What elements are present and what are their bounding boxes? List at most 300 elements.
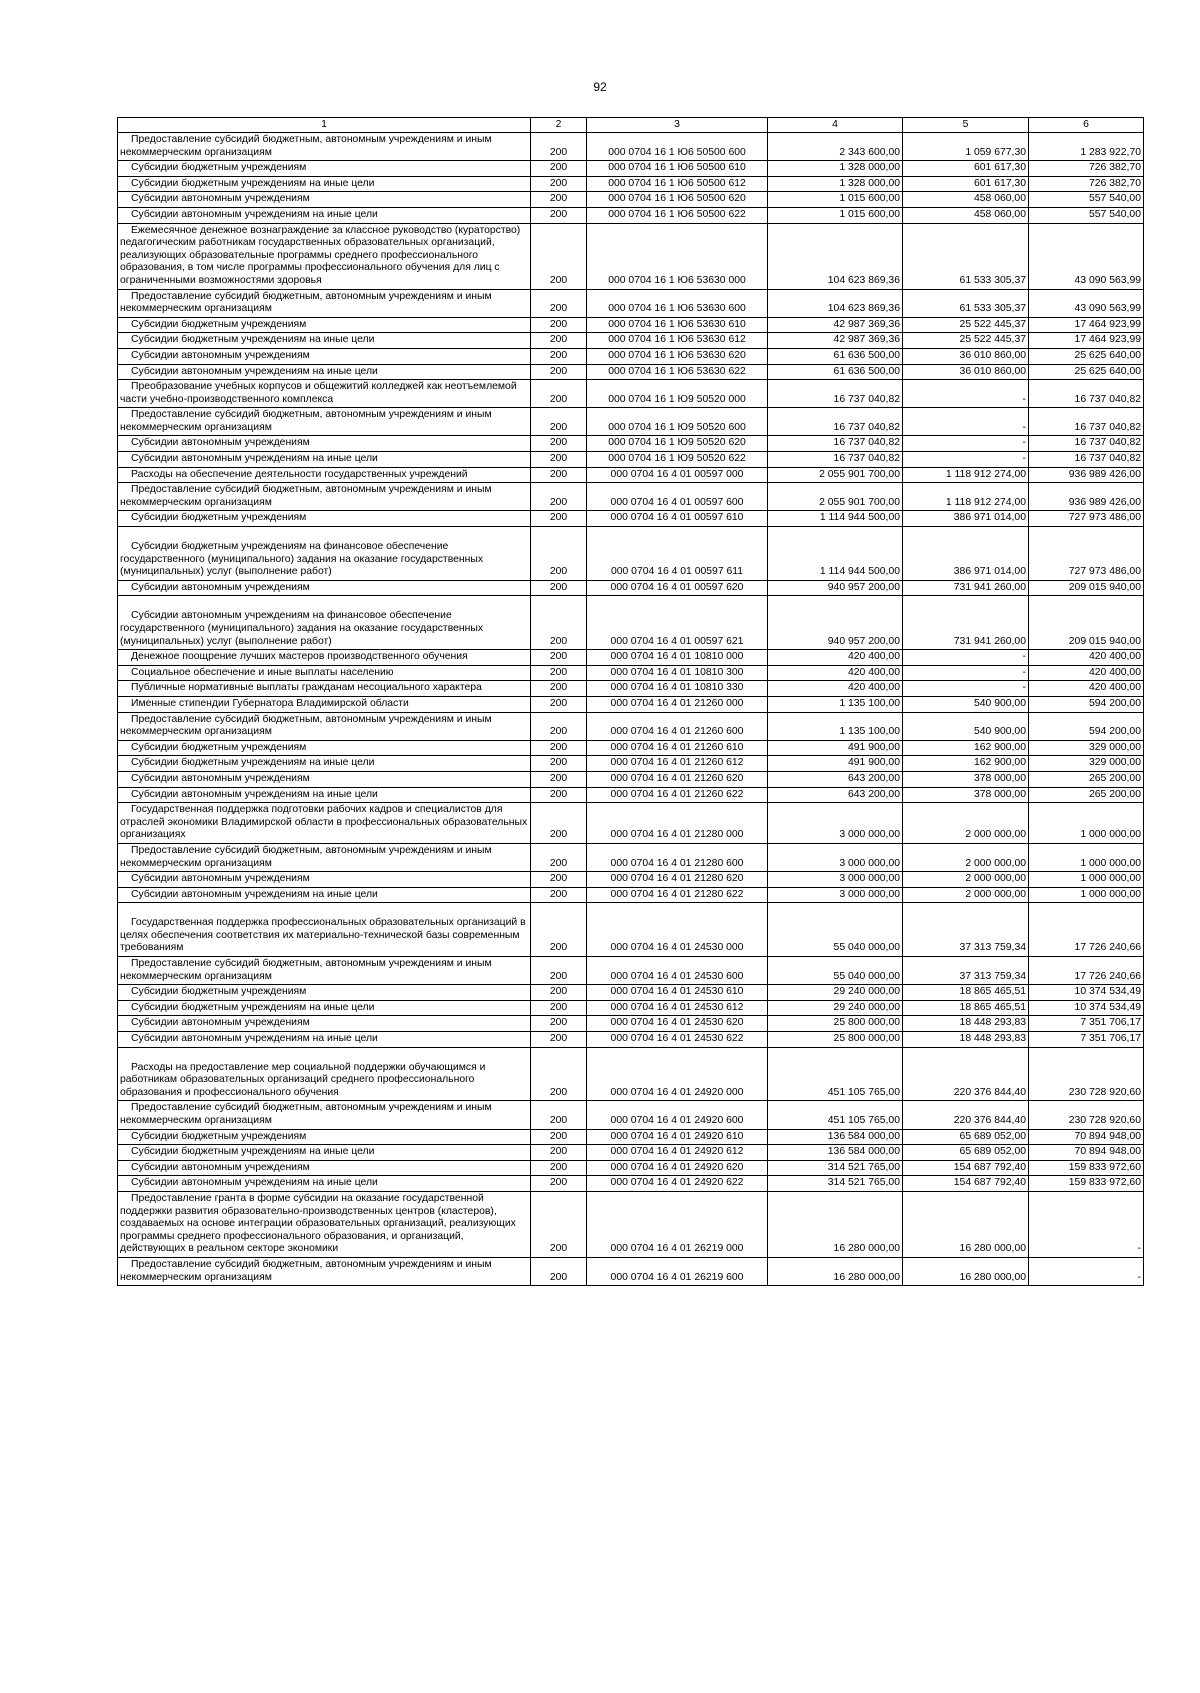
row-executed-cell: 154 687 792,40 — [903, 1176, 1029, 1192]
row-executed-cell: 154 687 792,40 — [903, 1160, 1029, 1176]
row-name-cell: Предоставление гранта в форме субсидии на оказание государственной поддержки развития образовательно-производственных центров (кластеров), создаваемых на основе интеграции образовательных организаций, реализующих программы среднего профессионального образования, и организаций, действующих в реальном секторе экономики — [118, 1191, 531, 1257]
row-name-cell: Субсидии автономным учреждениям на иные цели — [118, 1032, 531, 1048]
row-executed-cell: 2 000 000,00 — [903, 887, 1029, 903]
row-budget-code-cell: 000 0704 16 4 01 24530 600 — [587, 957, 768, 985]
row-admin-code-cell: 200 — [531, 712, 587, 740]
row-name-cell: Предоставление субсидий бюджетным, автономным учреждениям и иным некоммерческим организациям — [118, 408, 531, 436]
row-admin-code-cell: 200 — [531, 887, 587, 903]
row-name-cell: Субсидии автономным учреждениям на иные цели — [118, 364, 531, 380]
row-unexecuted-cell: 209 015 940,00 — [1029, 596, 1144, 650]
table-row — [118, 133, 1144, 161]
row-budget-code-cell: 000 0704 16 1 Ю6 50500 610 — [587, 161, 768, 177]
row-name-cell: Субсидии бюджетным учреждениям на иные цели — [118, 1000, 531, 1016]
row-budget-code-cell: 000 0704 16 4 01 26219 000 — [587, 1191, 768, 1257]
row-unexecuted-cell: 594 200,00 — [1029, 712, 1144, 740]
table-row — [118, 348, 1144, 364]
row-unexecuted-cell: 1 000 000,00 — [1029, 843, 1144, 871]
row-approved-cell: 1 015 600,00 — [768, 192, 903, 208]
row-admin-code-cell: 200 — [531, 903, 587, 957]
row-admin-code-cell: 200 — [531, 1257, 587, 1285]
row-unexecuted-cell: 17 726 240,66 — [1029, 957, 1144, 985]
row-budget-code-cell: 000 0704 16 1 Ю9 50520 620 — [587, 436, 768, 452]
row-approved-cell: 940 957 200,00 — [768, 580, 903, 596]
row-approved-cell: 136 584 000,00 — [768, 1145, 903, 1161]
row-unexecuted-cell: 726 382,70 — [1029, 176, 1144, 192]
row-approved-cell: 1 328 000,00 — [768, 161, 903, 177]
row-budget-code-cell: 000 0704 16 4 01 24920 612 — [587, 1145, 768, 1161]
row-admin-code-cell: 200 — [531, 348, 587, 364]
row-approved-cell: 16 737 040,82 — [768, 408, 903, 436]
row-approved-cell: 25 800 000,00 — [768, 1016, 903, 1032]
row-budget-code-cell: 000 0704 16 4 01 24920 620 — [587, 1160, 768, 1176]
row-admin-code-cell: 200 — [531, 223, 587, 289]
row-executed-cell: 540 900,00 — [903, 696, 1029, 712]
row-name-cell: Социальное обеспечение и иные выплаты населению — [118, 665, 531, 681]
row-unexecuted-cell: 17 464 923,99 — [1029, 333, 1144, 349]
row-executed-cell: 1 059 677,30 — [903, 133, 1029, 161]
table-row — [118, 1032, 1144, 1048]
row-unexecuted-cell: 43 090 563,99 — [1029, 223, 1144, 289]
row-name-cell: Субсидии автономным учреждениям — [118, 872, 531, 888]
row-unexecuted-cell: 1 000 000,00 — [1029, 872, 1144, 888]
table-row — [118, 1129, 1144, 1145]
row-admin-code-cell: 200 — [531, 771, 587, 787]
table-row — [118, 1016, 1144, 1032]
row-budget-code-cell: 000 0704 16 1 Ю6 53630 000 — [587, 223, 768, 289]
row-name-cell: Государственная поддержка подготовки рабочих кадров и специалистов для отраслей экономики Владимирской области в профессиональных образовательных организациях — [118, 803, 531, 844]
row-name-cell: Денежное поощрение лучших мастеров производственного обучения — [118, 650, 531, 666]
row-approved-cell: 29 240 000,00 — [768, 1000, 903, 1016]
table-row — [118, 223, 1144, 289]
row-name-cell: Предоставление субсидий бюджетным, автономным учреждениям и иным некоммерческим организациям — [118, 712, 531, 740]
row-name-cell: Субсидии бюджетным учреждениям на иные цели — [118, 333, 531, 349]
row-name-cell: Расходы на предоставление мер социальной поддержки обучающимся и работникам образовательных организаций среднего профессионального образования и профессионального обучения — [118, 1047, 531, 1101]
row-admin-code-cell: 200 — [531, 380, 587, 408]
row-unexecuted-cell: 16 737 040,82 — [1029, 452, 1144, 468]
row-executed-cell: - — [903, 681, 1029, 697]
row-unexecuted-cell: 936 989 426,00 — [1029, 483, 1144, 511]
row-executed-cell: - — [903, 452, 1029, 468]
column-header: 2 — [531, 118, 587, 133]
row-approved-cell: 1 135 100,00 — [768, 712, 903, 740]
table-row — [118, 436, 1144, 452]
table-row — [118, 1000, 1144, 1016]
row-approved-cell: 42 987 369,36 — [768, 333, 903, 349]
row-admin-code-cell: 200 — [531, 1000, 587, 1016]
row-admin-code-cell: 200 — [531, 696, 587, 712]
row-budget-code-cell: 000 0704 16 4 01 24530 620 — [587, 1016, 768, 1032]
row-admin-code-cell: 200 — [531, 289, 587, 317]
row-name-cell: Субсидии бюджетным учреждениям на иные цели — [118, 756, 531, 772]
row-name-cell: Субсидии бюджетным учреждениям — [118, 1129, 531, 1145]
row-unexecuted-cell: 329 000,00 — [1029, 756, 1144, 772]
row-name-cell: Именные стипендии Губернатора Владимирской области — [118, 696, 531, 712]
table-row — [118, 740, 1144, 756]
row-unexecuted-cell: 10 374 534,49 — [1029, 985, 1144, 1001]
row-unexecuted-cell: 230 728 920,60 — [1029, 1101, 1144, 1129]
row-unexecuted-cell: 936 989 426,00 — [1029, 467, 1144, 483]
row-admin-code-cell: 200 — [531, 665, 587, 681]
table-row — [118, 650, 1144, 666]
row-admin-code-cell: 200 — [531, 364, 587, 380]
row-unexecuted-cell: 70 894 948,00 — [1029, 1145, 1144, 1161]
row-name-cell: Субсидии бюджетным учреждениям — [118, 985, 531, 1001]
row-unexecuted-cell: 16 737 040,82 — [1029, 408, 1144, 436]
row-name-cell: Предоставление субсидий бюджетным, автономным учреждениям и иным некоммерческим организациям — [118, 483, 531, 511]
row-admin-code-cell: 200 — [531, 1129, 587, 1145]
table-row — [118, 380, 1144, 408]
row-budget-code-cell: 000 0704 16 4 01 00597 000 — [587, 467, 768, 483]
row-name-cell: Субсидии бюджетным учреждениям на иные цели — [118, 176, 531, 192]
column-header: 1 — [118, 118, 531, 133]
row-budget-code-cell: 000 0704 16 4 01 21280 600 — [587, 843, 768, 871]
row-approved-cell: 1 328 000,00 — [768, 176, 903, 192]
row-executed-cell: 36 010 860,00 — [903, 364, 1029, 380]
row-admin-code-cell: 200 — [531, 176, 587, 192]
table-row — [118, 712, 1144, 740]
table-row — [118, 843, 1144, 871]
row-name-cell: Предоставление субсидий бюджетным, автономным учреждениям и иным некоммерческим организациям — [118, 1101, 531, 1129]
row-admin-code-cell: 200 — [531, 740, 587, 756]
row-budget-code-cell: 000 0704 16 1 Ю9 50520 600 — [587, 408, 768, 436]
row-unexecuted-cell: 230 728 920,60 — [1029, 1047, 1144, 1101]
row-admin-code-cell: 200 — [531, 1032, 587, 1048]
row-budget-code-cell: 000 0704 16 4 01 26219 600 — [587, 1257, 768, 1285]
row-approved-cell: 1 015 600,00 — [768, 207, 903, 223]
row-name-cell: Субсидии автономным учреждениям — [118, 580, 531, 596]
row-executed-cell: 25 522 445,37 — [903, 317, 1029, 333]
row-executed-cell: 61 533 305,37 — [903, 223, 1029, 289]
table-row — [118, 408, 1144, 436]
row-executed-cell: 731 941 260,00 — [903, 596, 1029, 650]
row-admin-code-cell: 200 — [531, 580, 587, 596]
row-approved-cell: 136 584 000,00 — [768, 1129, 903, 1145]
row-unexecuted-cell: - — [1029, 1257, 1144, 1285]
row-approved-cell: 314 521 765,00 — [768, 1160, 903, 1176]
row-name-cell: Субсидии автономным учреждениям — [118, 348, 531, 364]
row-unexecuted-cell: 557 540,00 — [1029, 192, 1144, 208]
row-admin-code-cell: 200 — [531, 1176, 587, 1192]
row-approved-cell: 420 400,00 — [768, 665, 903, 681]
row-unexecuted-cell: 1 283 922,70 — [1029, 133, 1144, 161]
row-unexecuted-cell: 25 625 640,00 — [1029, 364, 1144, 380]
row-budget-code-cell: 000 0704 16 4 01 10810 330 — [587, 681, 768, 697]
row-budget-code-cell: 000 0704 16 4 01 24530 622 — [587, 1032, 768, 1048]
row-admin-code-cell: 200 — [531, 985, 587, 1001]
table-row — [118, 756, 1144, 772]
row-unexecuted-cell: 25 625 640,00 — [1029, 348, 1144, 364]
row-admin-code-cell: 200 — [531, 1145, 587, 1161]
row-budget-code-cell: 000 0704 16 4 01 21260 600 — [587, 712, 768, 740]
row-approved-cell: 25 800 000,00 — [768, 1032, 903, 1048]
table-row — [118, 1145, 1144, 1161]
row-unexecuted-cell: 209 015 940,00 — [1029, 580, 1144, 596]
row-executed-cell: 16 280 000,00 — [903, 1257, 1029, 1285]
table-header-row — [118, 118, 1144, 133]
row-executed-cell: 731 941 260,00 — [903, 580, 1029, 596]
table-row — [118, 787, 1144, 803]
row-approved-cell: 491 900,00 — [768, 740, 903, 756]
row-budget-code-cell: 000 0704 16 4 01 21280 620 — [587, 872, 768, 888]
row-approved-cell: 42 987 369,36 — [768, 317, 903, 333]
row-name-cell: Предоставление субсидий бюджетным, автономным учреждениям и иным некоммерческим организациям — [118, 133, 531, 161]
row-executed-cell: - — [903, 408, 1029, 436]
row-name-cell: Ежемесячное денежное вознаграждение за классное руководство (кураторство) педагогическим работникам государственных образовательных организаций, реализующих образовательные программы среднего профессионального образования, в том числе программы профессионального обучения для лиц с ограниченными возможностями здоровья — [118, 223, 531, 289]
row-admin-code-cell: 200 — [531, 317, 587, 333]
row-unexecuted-cell: 1 000 000,00 — [1029, 887, 1144, 903]
row-approved-cell: 2 343 600,00 — [768, 133, 903, 161]
row-admin-code-cell: 200 — [531, 803, 587, 844]
row-name-cell: Субсидии автономным учреждениям — [118, 192, 531, 208]
row-executed-cell: 2 000 000,00 — [903, 872, 1029, 888]
row-budget-code-cell: 000 0704 16 4 01 10810 300 — [587, 665, 768, 681]
row-executed-cell: - — [903, 436, 1029, 452]
row-admin-code-cell: 200 — [531, 161, 587, 177]
row-budget-code-cell: 000 0704 16 1 Ю6 53630 620 — [587, 348, 768, 364]
table-row — [118, 696, 1144, 712]
row-unexecuted-cell: 557 540,00 — [1029, 207, 1144, 223]
row-approved-cell: 3 000 000,00 — [768, 872, 903, 888]
row-name-cell: Субсидии бюджетным учреждениям на финансовое обеспечение государственного (муниципального) задания на оказание государственных (муниципальных) услуг (выполнение работ) — [118, 527, 531, 581]
row-name-cell: Субсидии автономным учреждениям — [118, 1160, 531, 1176]
column-header: 5 — [903, 118, 1029, 133]
row-admin-code-cell: 200 — [531, 1160, 587, 1176]
table-row — [118, 1047, 1144, 1101]
row-executed-cell: 458 060,00 — [903, 207, 1029, 223]
row-unexecuted-cell: 16 737 040,82 — [1029, 380, 1144, 408]
row-approved-cell: 3 000 000,00 — [768, 887, 903, 903]
row-budget-code-cell: 000 0704 16 1 Ю6 53630 610 — [587, 317, 768, 333]
row-name-cell: Субсидии автономным учреждениям на иные цели — [118, 207, 531, 223]
table-row — [118, 985, 1144, 1001]
row-executed-cell: 36 010 860,00 — [903, 348, 1029, 364]
table-row — [118, 957, 1144, 985]
row-admin-code-cell: 200 — [531, 596, 587, 650]
row-approved-cell: 55 040 000,00 — [768, 903, 903, 957]
row-admin-code-cell: 200 — [531, 1101, 587, 1129]
row-unexecuted-cell: 726 382,70 — [1029, 161, 1144, 177]
row-name-cell: Публичные нормативные выплаты гражданам несоциального характера — [118, 681, 531, 697]
row-executed-cell: 1 118 912 274,00 — [903, 483, 1029, 511]
table-row — [118, 803, 1144, 844]
row-budget-code-cell: 000 0704 16 4 01 24920 600 — [587, 1101, 768, 1129]
row-executed-cell: 162 900,00 — [903, 756, 1029, 772]
row-name-cell: Субсидии автономным учреждениям на иные цели — [118, 1176, 531, 1192]
row-approved-cell: 16 280 000,00 — [768, 1257, 903, 1285]
row-admin-code-cell: 200 — [531, 650, 587, 666]
row-executed-cell: 386 971 014,00 — [903, 527, 1029, 581]
row-approved-cell: 3 000 000,00 — [768, 843, 903, 871]
row-executed-cell: 37 313 759,34 — [903, 957, 1029, 985]
table-row — [118, 527, 1144, 581]
row-approved-cell: 314 521 765,00 — [768, 1176, 903, 1192]
table-row — [118, 1257, 1144, 1285]
row-approved-cell: 643 200,00 — [768, 787, 903, 803]
table-row — [118, 872, 1144, 888]
row-unexecuted-cell: 420 400,00 — [1029, 681, 1144, 697]
table-row — [118, 1191, 1144, 1257]
row-name-cell: Государственная поддержка профессиональных образовательных организаций в целях обеспечения соответствия их материально-технической базы современным требованиям — [118, 903, 531, 957]
row-name-cell: Субсидии бюджетным учреждениям — [118, 511, 531, 527]
row-admin-code-cell: 200 — [531, 133, 587, 161]
row-admin-code-cell: 200 — [531, 1191, 587, 1257]
row-admin-code-cell: 200 — [531, 843, 587, 871]
row-name-cell: Субсидии бюджетным учреждениям на иные цели — [118, 1145, 531, 1161]
table-row — [118, 903, 1144, 957]
row-budget-code-cell: 000 0704 16 1 Ю6 50500 600 — [587, 133, 768, 161]
table-row — [118, 483, 1144, 511]
row-budget-code-cell: 000 0704 16 4 01 21260 610 — [587, 740, 768, 756]
row-name-cell: Субсидии автономным учреждениям на иные цели — [118, 787, 531, 803]
row-unexecuted-cell: 594 200,00 — [1029, 696, 1144, 712]
row-name-cell: Субсидии бюджетным учреждениям — [118, 740, 531, 756]
row-executed-cell: 162 900,00 — [903, 740, 1029, 756]
row-budget-code-cell: 000 0704 16 4 01 24530 000 — [587, 903, 768, 957]
row-name-cell: Субсидии автономным учреждениям — [118, 771, 531, 787]
row-unexecuted-cell: 7 351 706,17 — [1029, 1032, 1144, 1048]
row-budget-code-cell: 000 0704 16 4 01 00597 620 — [587, 580, 768, 596]
row-budget-code-cell: 000 0704 16 4 01 24920 622 — [587, 1176, 768, 1192]
table-row — [118, 317, 1144, 333]
column-header: 4 — [768, 118, 903, 133]
table-row — [118, 176, 1144, 192]
table-row — [118, 1160, 1144, 1176]
row-executed-cell: 25 522 445,37 — [903, 333, 1029, 349]
row-name-cell: Субсидии автономным учреждениям на иные цели — [118, 452, 531, 468]
row-executed-cell: 458 060,00 — [903, 192, 1029, 208]
row-approved-cell: 1 114 944 500,00 — [768, 511, 903, 527]
row-approved-cell: 16 737 040,82 — [768, 436, 903, 452]
table-row — [118, 1101, 1144, 1129]
row-executed-cell: 2 000 000,00 — [903, 803, 1029, 844]
row-admin-code-cell: 200 — [531, 436, 587, 452]
row-budget-code-cell: 000 0704 16 4 01 21260 622 — [587, 787, 768, 803]
row-unexecuted-cell: 17 464 923,99 — [1029, 317, 1144, 333]
row-name-cell: Предоставление субсидий бюджетным, автономным учреждениям и иным некоммерческим организациям — [118, 289, 531, 317]
row-budget-code-cell: 000 0704 16 1 Ю6 50500 622 — [587, 207, 768, 223]
row-admin-code-cell: 200 — [531, 467, 587, 483]
row-executed-cell: 16 280 000,00 — [903, 1191, 1029, 1257]
row-executed-cell: 37 313 759,34 — [903, 903, 1029, 957]
table-row — [118, 681, 1144, 697]
row-admin-code-cell: 200 — [531, 408, 587, 436]
row-approved-cell: 61 636 500,00 — [768, 364, 903, 380]
row-approved-cell: 2 055 901 700,00 — [768, 467, 903, 483]
row-approved-cell: 16 737 040,82 — [768, 380, 903, 408]
row-approved-cell: 491 900,00 — [768, 756, 903, 772]
row-admin-code-cell: 200 — [531, 957, 587, 985]
row-name-cell: Предоставление субсидий бюджетным, автономным учреждениям и иным некоммерческим организациям — [118, 957, 531, 985]
row-name-cell: Предоставление субсидий бюджетным, автономным учреждениям и иным некоммерческим организациям — [118, 1257, 531, 1285]
row-executed-cell: 601 617,30 — [903, 176, 1029, 192]
row-unexecuted-cell: 265 200,00 — [1029, 787, 1144, 803]
row-budget-code-cell: 000 0704 16 4 01 21280 622 — [587, 887, 768, 903]
row-approved-cell: 16 280 000,00 — [768, 1191, 903, 1257]
row-executed-cell: 1 118 912 274,00 — [903, 467, 1029, 483]
row-approved-cell: 451 105 765,00 — [768, 1047, 903, 1101]
row-budget-code-cell: 000 0704 16 1 Ю6 53630 612 — [587, 333, 768, 349]
row-executed-cell: 378 000,00 — [903, 771, 1029, 787]
row-approved-cell: 2 055 901 700,00 — [768, 483, 903, 511]
row-budget-code-cell: 000 0704 16 1 Ю6 53630 600 — [587, 289, 768, 317]
row-approved-cell: 29 240 000,00 — [768, 985, 903, 1001]
row-budget-code-cell: 000 0704 16 4 01 21260 000 — [587, 696, 768, 712]
row-budget-code-cell: 000 0704 16 4 01 24920 610 — [587, 1129, 768, 1145]
row-executed-cell: 61 533 305,37 — [903, 289, 1029, 317]
row-approved-cell: 451 105 765,00 — [768, 1101, 903, 1129]
row-admin-code-cell: 200 — [531, 872, 587, 888]
row-name-cell: Предоставление субсидий бюджетным, автономным учреждениям и иным некоммерческим организациям — [118, 843, 531, 871]
row-executed-cell: 65 689 052,00 — [903, 1129, 1029, 1145]
row-executed-cell: 18 448 293,83 — [903, 1016, 1029, 1032]
row-unexecuted-cell: 17 726 240,66 — [1029, 903, 1144, 957]
row-budget-code-cell: 000 0704 16 4 01 21260 612 — [587, 756, 768, 772]
row-unexecuted-cell: 16 737 040,82 — [1029, 436, 1144, 452]
row-name-cell: Субсидии автономным учреждениям на иные цели — [118, 887, 531, 903]
table-row — [118, 364, 1144, 380]
row-budget-code-cell: 000 0704 16 4 01 00597 621 — [587, 596, 768, 650]
table-row — [118, 452, 1144, 468]
row-budget-code-cell: 000 0704 16 4 01 24530 610 — [587, 985, 768, 1001]
row-approved-cell: 61 636 500,00 — [768, 348, 903, 364]
table-row — [118, 1176, 1144, 1192]
table-row — [118, 887, 1144, 903]
table-row — [118, 333, 1144, 349]
row-admin-code-cell: 200 — [531, 527, 587, 581]
row-admin-code-cell: 200 — [531, 756, 587, 772]
row-budget-code-cell: 000 0704 16 4 01 21280 000 — [587, 803, 768, 844]
row-executed-cell: 18 865 465,51 — [903, 985, 1029, 1001]
row-budget-code-cell: 000 0704 16 4 01 24530 612 — [587, 1000, 768, 1016]
row-budget-code-cell: 000 0704 16 4 01 00597 610 — [587, 511, 768, 527]
table-row — [118, 596, 1144, 650]
row-admin-code-cell: 200 — [531, 511, 587, 527]
table-row — [118, 207, 1144, 223]
budget-table — [117, 117, 1144, 1286]
table-row — [118, 580, 1144, 596]
table-row — [118, 161, 1144, 177]
row-admin-code-cell: 200 — [531, 452, 587, 468]
row-executed-cell: 601 617,30 — [903, 161, 1029, 177]
row-admin-code-cell: 200 — [531, 787, 587, 803]
row-budget-code-cell: 000 0704 16 1 Ю9 50520 000 — [587, 380, 768, 408]
row-unexecuted-cell: 420 400,00 — [1029, 650, 1144, 666]
row-executed-cell: 378 000,00 — [903, 787, 1029, 803]
row-unexecuted-cell: 727 973 486,00 — [1029, 511, 1144, 527]
row-budget-code-cell: 000 0704 16 1 Ю9 50520 622 — [587, 452, 768, 468]
row-approved-cell: 104 623 869,36 — [768, 289, 903, 317]
row-name-cell: Субсидии автономным учреждениям на финансовое обеспечение государственного (муниципального) задания на оказание государственных (муниципальных) услуг (выполнение работ) — [118, 596, 531, 650]
row-unexecuted-cell: 159 833 972,60 — [1029, 1160, 1144, 1176]
row-budget-code-cell: 000 0704 16 4 01 21260 620 — [587, 771, 768, 787]
row-approved-cell: 104 623 869,36 — [768, 223, 903, 289]
row-unexecuted-cell: 43 090 563,99 — [1029, 289, 1144, 317]
row-executed-cell: 18 865 465,51 — [903, 1000, 1029, 1016]
table-row — [118, 192, 1144, 208]
row-budget-code-cell: 000 0704 16 4 01 00597 611 — [587, 527, 768, 581]
row-name-cell: Субсидии автономным учреждениям — [118, 436, 531, 452]
row-name-cell: Субсидии бюджетным учреждениям — [118, 161, 531, 177]
row-name-cell: Субсидии автономным учреждениям — [118, 1016, 531, 1032]
row-budget-code-cell: 000 0704 16 4 01 00597 600 — [587, 483, 768, 511]
row-approved-cell: 1 135 100,00 — [768, 696, 903, 712]
row-name-cell: Субсидии бюджетным учреждениям — [118, 317, 531, 333]
row-executed-cell: 2 000 000,00 — [903, 843, 1029, 871]
table-row — [118, 289, 1144, 317]
row-executed-cell: 65 689 052,00 — [903, 1145, 1029, 1161]
row-unexecuted-cell: 7 351 706,17 — [1029, 1016, 1144, 1032]
row-admin-code-cell: 200 — [531, 333, 587, 349]
